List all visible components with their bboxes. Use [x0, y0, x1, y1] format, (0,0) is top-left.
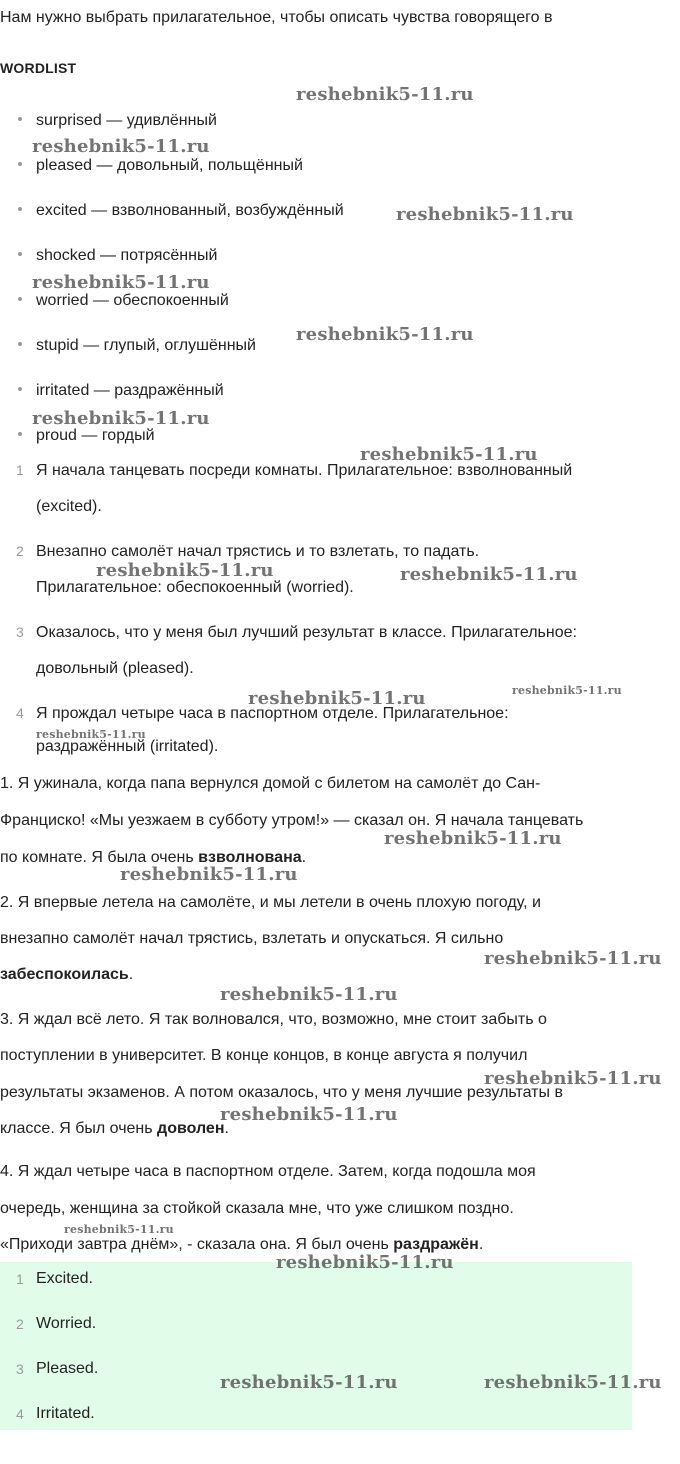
answer-word: взволнована: [198, 849, 302, 866]
answer-text: Excited.: [36, 1270, 93, 1287]
watermark: reshebnik5-11.ru: [484, 1372, 662, 1393]
bullet-icon: [18, 207, 22, 211]
story-line: результаты экзаменов. А потом оказалось, что у меня лучшие результаты в: [0, 1084, 563, 1101]
intro-text: Нам нужно выбрать прилагательное, чтобы описать чувства говорящего в: [0, 9, 553, 26]
story-line: 2. Я впервые летела на самолёте, и мы летели в очень плохую погоду, и: [0, 894, 541, 911]
answer-text: Pleased.: [36, 1360, 99, 1377]
story-line: «Приходи завтра днём», - сказала она. Я был очень раздражён.: [0, 1236, 484, 1253]
watermark: reshebnik5-11.ru: [220, 1372, 398, 1393]
answer-text: Irritated.: [36, 1405, 95, 1422]
story-line: 4. Я ждал четыре часа в паспортном отделе. Затем, когда подошла моя: [0, 1163, 536, 1180]
item-number: 3: [16, 1361, 24, 1377]
watermark: reshebnik5-11.ru: [296, 84, 474, 105]
watermark: reshebnik5-11.ru: [64, 1223, 174, 1236]
item-number: 2: [16, 1316, 24, 1332]
watermark: reshebnik5-11.ru: [32, 272, 210, 293]
answer-text: Worried.: [36, 1315, 97, 1332]
watermark: reshebnik5-11.ru: [36, 728, 146, 741]
story-line: очередь, женщина за стойкой сказала мне, что уже слишком поздно.: [0, 1200, 514, 1217]
item-line: раздражённый (irritated).: [36, 738, 219, 755]
bullet-icon: [18, 387, 22, 391]
watermark: reshebnik5-11.ru: [400, 564, 578, 585]
bullet-icon: [18, 162, 22, 166]
watermark: reshebnik5-11.ru: [276, 1252, 454, 1273]
story-line: классе. Я был очень доволен.: [0, 1120, 229, 1137]
watermark: reshebnik5-11.ru: [396, 204, 574, 225]
answer-word: забеспокоилась: [0, 966, 129, 983]
watermark: reshebnik5-11.ru: [32, 136, 210, 157]
bullet-icon: [18, 297, 22, 301]
story-line: 1. Я ужинала, когда папа вернулся домой с билетом на самолёт до Сан-: [0, 775, 541, 792]
watermark: reshebnik5-11.ru: [220, 984, 398, 1005]
item-line: Прилагательное: обеспокоенный (worried).: [36, 579, 354, 596]
story-line: 3. Я ждал всё лето. Я так волновался, что, возможно, мне стоит забыть о: [0, 1011, 547, 1028]
item-line: Оказалось, что у меня был лучший результат в классе. Прилагательное:: [36, 624, 577, 641]
watermark: reshebnik5-11.ru: [96, 560, 274, 581]
item-number: 3: [16, 624, 24, 640]
story-line: забеспокоилась.: [0, 966, 134, 983]
watermark: reshebnik5-11.ru: [296, 324, 474, 345]
item-line: довольный (pleased).: [36, 660, 194, 677]
watermark: reshebnik5-11.ru: [484, 948, 662, 969]
story-line: внезапно самолёт начал трястись, взлетать и опускаться. Я сильно: [0, 930, 504, 947]
item-number: 1: [16, 462, 24, 478]
bullet-icon: [18, 432, 22, 436]
bullet-icon: [18, 252, 22, 256]
story-line: Франциско! «Мы уезжаем в субботу утром!» — сказал он. Я начала танцевать: [0, 812, 584, 829]
story-line: поступлении в университет. В конце концов, в конце августа я получил: [0, 1047, 528, 1064]
item-number: 4: [16, 1406, 24, 1422]
item-line: Я прождал четыре часа в паспортном отделе. Прилагательное:: [36, 705, 509, 722]
item-line: (excited).: [36, 498, 102, 515]
item-number: 1: [16, 1271, 24, 1287]
answer-word: раздражён: [393, 1236, 479, 1253]
item-line: Я начала танцевать посреди комнаты. Прилагательное: взволнованный: [36, 462, 573, 479]
watermark: reshebnik5-11.ru: [484, 1068, 662, 1089]
watermark: reshebnik5-11.ru: [120, 864, 298, 885]
watermark: reshebnik5-11.ru: [384, 828, 562, 849]
watermark: reshebnik5-11.ru: [220, 1104, 398, 1125]
wordlist-title: WORDLIST: [0, 60, 77, 76]
watermark: reshebnik5-11.ru: [360, 444, 538, 465]
answer-word: доволен: [157, 1120, 225, 1137]
item-line: Внезапно самолёт начал трястись и то взлетать, то падать.: [36, 543, 480, 560]
item-number: 2: [16, 543, 24, 559]
bullet-icon: [18, 342, 22, 346]
item-number: 4: [16, 705, 24, 721]
story-line: по комнате. Я была очень взволнована.: [0, 849, 307, 866]
bullet-icon: [18, 117, 22, 121]
answer-box: [0, 1262, 632, 1430]
watermark: reshebnik5-11.ru: [248, 688, 426, 709]
watermark: reshebnik5-11.ru: [32, 408, 210, 429]
watermark: reshebnik5-11.ru: [512, 684, 622, 697]
